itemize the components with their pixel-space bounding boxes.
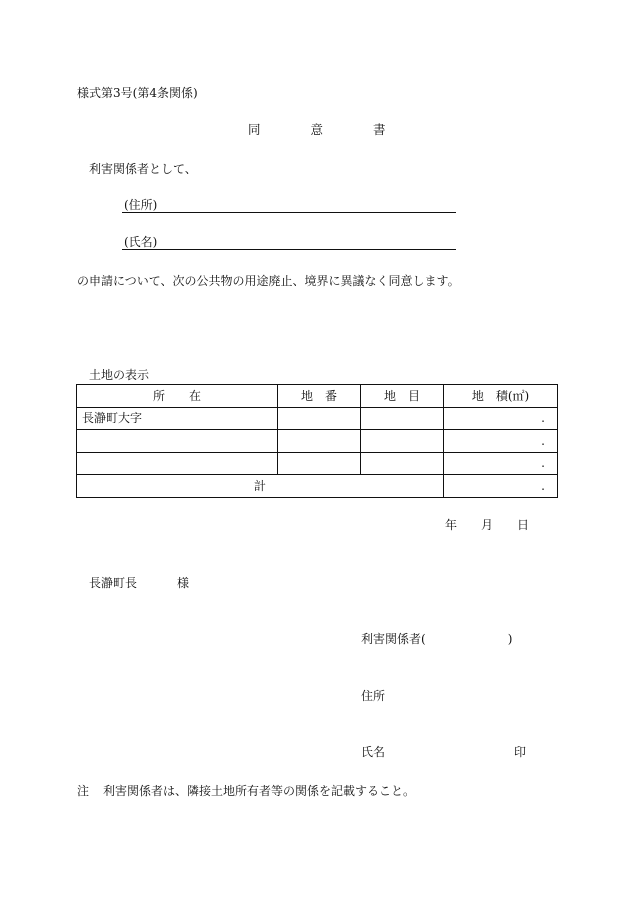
header-land-category: 地 目: [361, 385, 444, 408]
date-year: 年: [445, 518, 458, 532]
cell-location[interactable]: [77, 452, 278, 475]
footnote-text: 利害関係者は、隣接土地所有者等の関係を記載すること。: [103, 784, 416, 798]
cell-land-category[interactable]: [361, 407, 444, 430]
cell-land-category[interactable]: [361, 430, 444, 453]
date-line: [445, 519, 529, 531]
cell-area[interactable]: .: [444, 407, 558, 430]
land-table: [76, 384, 558, 498]
signer-address-label: 住所: [361, 689, 386, 703]
applicant-name-line[interactable]: [122, 249, 456, 250]
addressee: [89, 577, 189, 589]
table-row: [77, 452, 558, 475]
date-month: 月: [481, 518, 494, 532]
cell-location[interactable]: 長瀞町大字: [77, 407, 278, 430]
cell-location[interactable]: [77, 430, 278, 453]
form-number: 様式第3号(第4条関係): [77, 86, 198, 100]
total-area[interactable]: .: [444, 475, 558, 498]
header-lot-number: 地 番: [278, 385, 361, 408]
interested-party-label-close: ): [507, 632, 513, 646]
land-table-header-row: [77, 385, 558, 408]
land-section-title: 土地の表示: [89, 368, 150, 382]
title-char-2: 意: [310, 122, 324, 137]
header-area: 地 積(㎡): [444, 385, 558, 408]
date-day: 日: [517, 518, 530, 532]
title-char-3: 書: [373, 122, 386, 137]
header-location: 所 在: [77, 385, 278, 408]
cell-area[interactable]: .: [444, 430, 558, 453]
cell-area[interactable]: .: [444, 452, 558, 475]
addressee-honorific: 様: [177, 576, 190, 590]
applicant-name-label: (氏名): [124, 235, 158, 249]
land-table-total-row: [77, 475, 558, 498]
cell-lot-number[interactable]: [278, 452, 361, 475]
footnote-mark: 注: [77, 784, 90, 798]
title-char-1: 同: [248, 122, 261, 137]
intro-text: 利害関係者として、: [89, 162, 197, 176]
interested-party-label: [361, 633, 512, 645]
total-label: 計: [77, 475, 444, 498]
cell-lot-number[interactable]: [278, 407, 361, 430]
applicant-address-label: (住所): [124, 198, 158, 212]
applicant-address-line[interactable]: [122, 212, 456, 213]
table-row: [77, 407, 558, 430]
footnote: [77, 785, 415, 797]
cell-land-category[interactable]: [361, 452, 444, 475]
addressee-name: 長瀞町長: [89, 576, 138, 590]
signer-name-label: 氏名: [361, 745, 386, 759]
cell-lot-number[interactable]: [278, 430, 361, 453]
table-row: [77, 430, 558, 453]
interested-party-label-text: 利害関係者(: [361, 632, 426, 646]
consent-statement: の申請について、次の公共物の用途廃止、境界に異議なく同意します。: [77, 274, 460, 288]
seal-label: 印: [514, 745, 527, 759]
document-title: [248, 124, 386, 137]
